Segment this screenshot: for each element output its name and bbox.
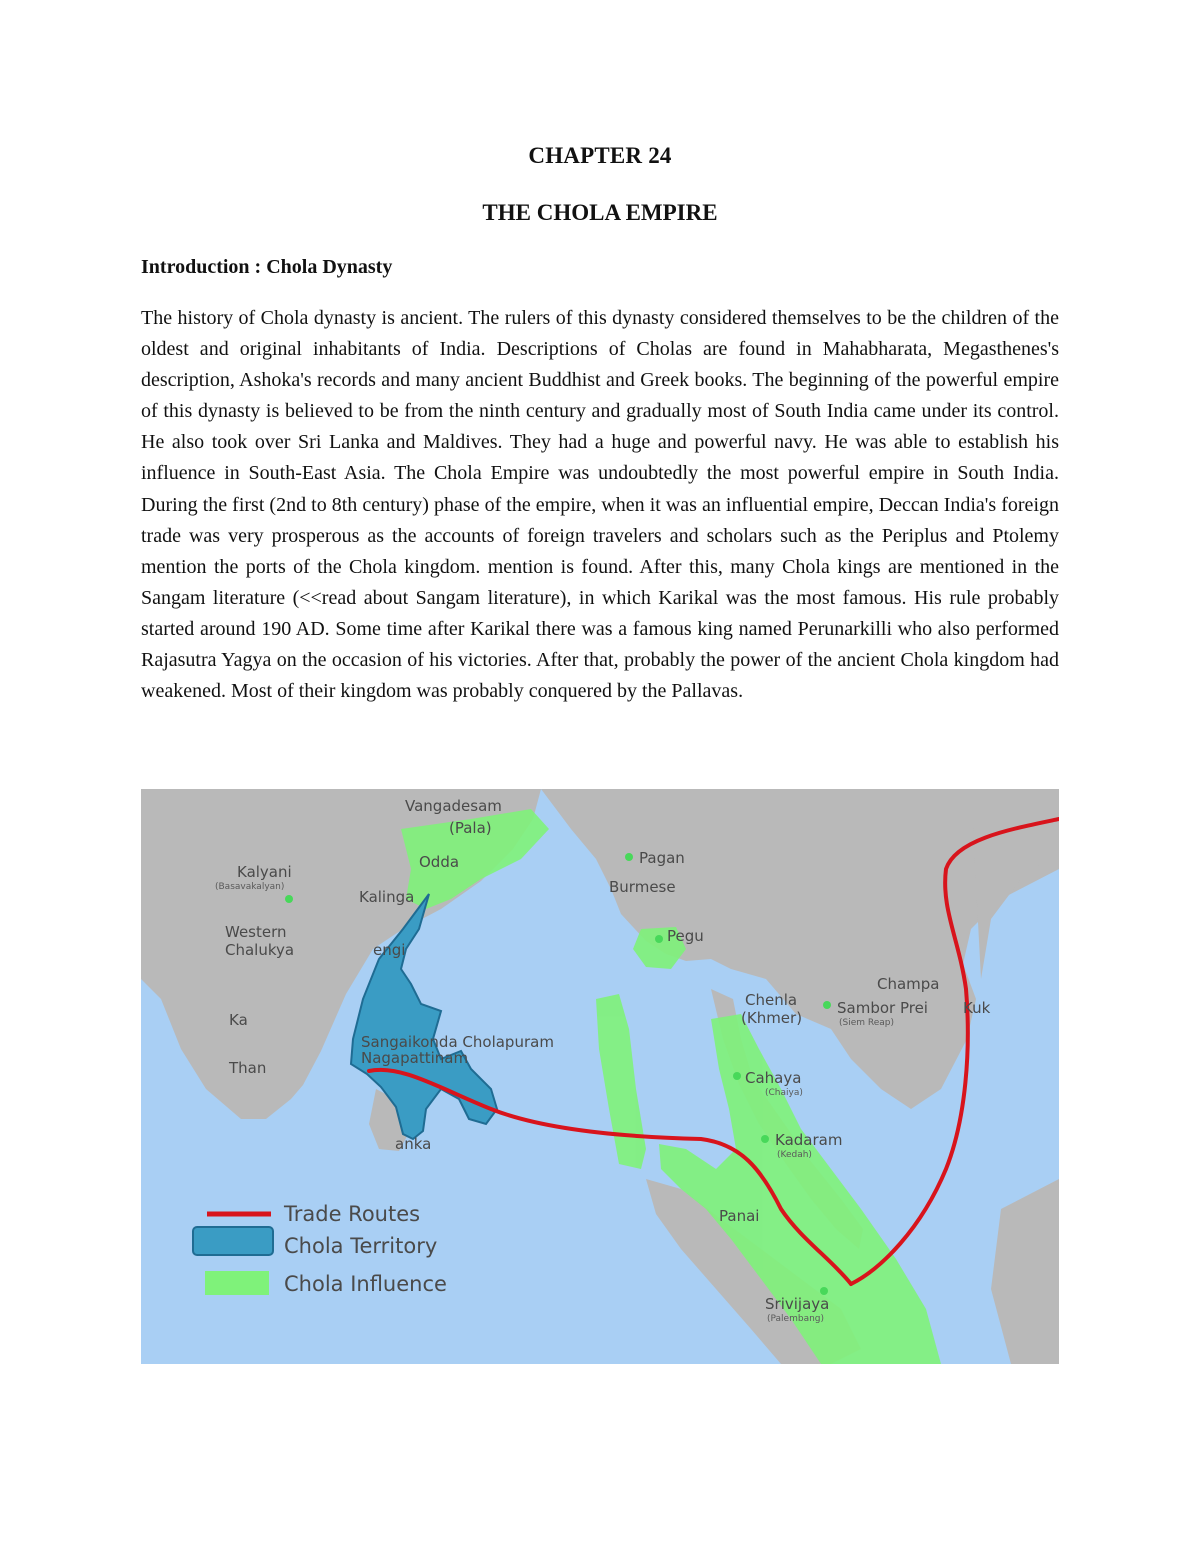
label-sambor: Sambor Prei bbox=[837, 999, 928, 1017]
marker-sambor bbox=[823, 1001, 831, 1009]
label-ka: Ka bbox=[229, 1011, 248, 1029]
label-chaiya: (Chaiya) bbox=[765, 1088, 803, 1098]
label-kadaram: Kadaram bbox=[775, 1131, 843, 1149]
chapter-number: CHAPTER 24 bbox=[528, 143, 672, 168]
label-cahaya: Cahaya bbox=[745, 1069, 802, 1087]
label-pala: (Pala) bbox=[449, 819, 492, 837]
marker-cahaya bbox=[733, 1072, 741, 1080]
label-basavakalyan: (Basavakalyan) bbox=[215, 882, 285, 892]
label-kalyani: Kalyani bbox=[237, 863, 292, 881]
label-kalinga: Kalinga bbox=[359, 888, 415, 906]
marker-srivijaya bbox=[820, 1287, 828, 1295]
legend-territory-swatch bbox=[193, 1227, 273, 1255]
label-champa: Champa bbox=[877, 975, 940, 993]
section-heading: Introduction : Chola Dynasty bbox=[141, 256, 393, 278]
label-srivijaya: Srivijaya bbox=[765, 1295, 830, 1313]
label-chenla: Chenla bbox=[745, 991, 798, 1009]
legend-influence-swatch bbox=[205, 1271, 269, 1295]
label-siem-reap: (Siem Reap) bbox=[839, 1018, 895, 1028]
label-khmer: (Khmer) bbox=[741, 1009, 803, 1027]
label-lanka: anka bbox=[395, 1135, 432, 1153]
label-vengi: engi bbox=[373, 941, 406, 959]
body-paragraph: The history of Chola dynasty is ancient. The rulers of this dynasty considered themselves to be the children of the oldest and original inhabitants of India. Descriptions of Cholas are found in Mahabharata, Megasthenes's description, Ashoka's records and many ancient Buddhist and Greek books. The beginning of the powerful empire of this dynasty is believed to be from the ninth century and gradually most of South India came under its control. He also took over Sri Lanka and Maldives. They had a huge and powerful navy. He was able to establish his influence in South-East Asia. The Chola Empire was undoubtedly the most powerful empire in South India. During the first (2nd to 8th century) phase of the empire, when it was an influential empire, Deccan India's foreign trade was very prosperous as the accounts of foreign travelers and scholars such as the Periplus and Ptolemy mention the ports of the Chola kingdom. mention is found. After this, many Chola kings are mentioned in the Sangam literature (<<read about Sangam literature), in which Karikal was the most famous. His rule probably started around 190 AD. Some time after Karikal there was a famous king named Perunarkilli who also performed Rajasutra Yagya on the occasion of his victories. After that, probably the power of the ancient Chola kingdom had weakened. Most of their kingdom was probably conquered by the Pallavas. bbox=[141, 307, 1059, 703]
label-western: Western bbox=[225, 923, 287, 941]
label-kedah: (Kedah) bbox=[777, 1150, 812, 1160]
marker-pegu bbox=[655, 935, 663, 943]
legend-chola-influence: Chola Influence bbox=[284, 1272, 447, 1296]
map-canvas bbox=[141, 789, 1059, 1364]
legend-chola-territory: Chola Territory bbox=[284, 1234, 438, 1258]
label-pegu: Pegu bbox=[667, 927, 704, 945]
label-palembang: (Palembang) bbox=[767, 1314, 825, 1324]
label-nagapattinam: Nagapattinam bbox=[361, 1049, 469, 1067]
label-thanjavur: Than bbox=[229, 1059, 267, 1077]
marker-kadaram bbox=[761, 1135, 769, 1143]
label-gangaikonda: Sangaikonda Cholapuram bbox=[361, 1033, 554, 1051]
chola-empire-map bbox=[141, 789, 1059, 1364]
label-pagan: Pagan bbox=[639, 849, 685, 867]
label-kuk: Kuk bbox=[963, 999, 991, 1017]
label-panai: Panai bbox=[719, 1207, 760, 1225]
legend-trade-routes: Trade Routes bbox=[284, 1202, 421, 1226]
label-chalukya: Chalukya bbox=[225, 941, 295, 959]
map-legend bbox=[193, 1202, 447, 1296]
label-vangadesam: Vangadesam bbox=[405, 797, 502, 815]
label-burmese: Burmese bbox=[609, 878, 676, 896]
marker-pagan bbox=[625, 853, 633, 861]
marker-kalyani bbox=[285, 895, 293, 903]
label-odda: Odda bbox=[419, 853, 460, 871]
chapter-title: THE CHOLA EMPIRE bbox=[482, 200, 718, 225]
